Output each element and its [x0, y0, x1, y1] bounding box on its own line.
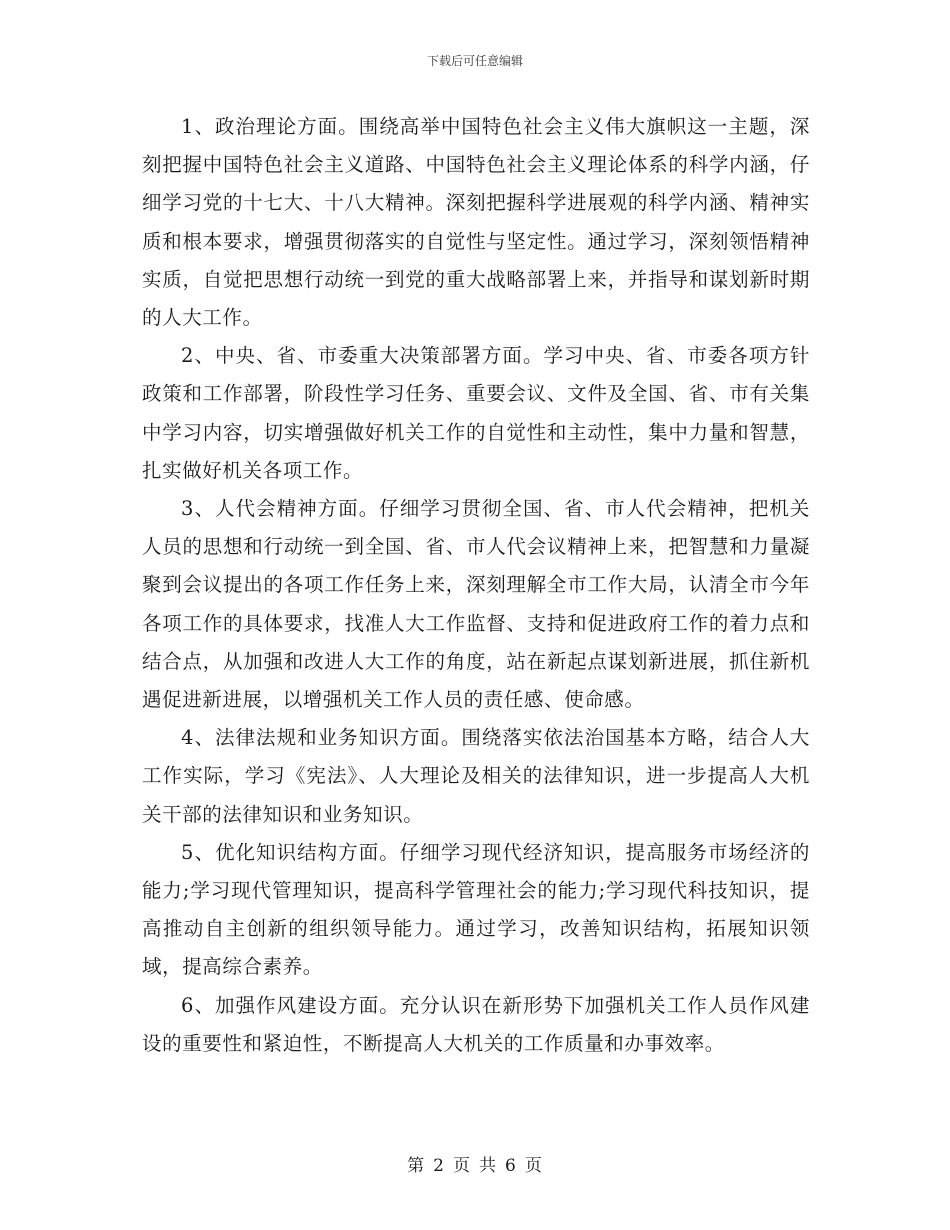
paragraph-knowledge-structure: 5、优化知识结构方面。仔细学习现代经济知识，提高服务市场经济的能力;学习现代管理知识，提高科学管理社会的能力;学习现代科技知识，提高推动自主创新的组织领导能力。通过学习，改善知识结构，拓展知识领域，提高综合素养。: [142, 840, 810, 979]
footer-suffix: 页: [524, 1156, 543, 1176]
paragraph-congress-spirit: 3、人代会精神方面。仔细学习贯彻全国、省、市人代会精神，把机关人员的思想和行动统一到全国、省、市人代会议精神上来，把智慧和力量凝聚到会议提出的各项工作任务上来，深刻理解全市工作大局，认清全市今年各项工作的具体要求，找准人大工作监督、支持和促进政府工作的着力点和结合点，从加强和改进人大工作的角度，站在新起点谋划新进展，抓住新机遇促进新进展，以增强机关工作人员的责任感、使命感。: [142, 497, 810, 712]
footer-total-word: 共: [479, 1156, 497, 1176]
paragraph-law-knowledge: 4、法律法规和业务知识方面。围绕落实依法治国基本方略，结合人大工作实际，学习《宪法》、人大理论及相关的法律知识，进一步提高人大机关干部的法律知识和业务知识。: [142, 726, 810, 826]
paragraph-central-decisions: 2、中央、省、市委重大决策部署方面。学习中央、省、市委各项方针政策和工作部署，阶段性学习任务、重要会议、文件及全国、省、市有关集中学习内容，切实增强做好机关工作的自觉性和主动性，集中力量和智慧，扎实做好机关各项工作。: [142, 344, 810, 482]
footer-prefix: 第: [407, 1156, 426, 1176]
paragraph-work-style: 6、加强作风建设方面。充分认识在新形势下加强机关工作人员作风建设的重要性和紧迫性，不断提高人大机关的工作质量和办事效率。: [142, 993, 810, 1055]
page-number-footer: [0, 1155, 950, 1177]
page-header-note: 下载后可任意编辑: [426, 54, 523, 68]
paragraph-political-theory: 1、政治理论方面。围绕高举中国特色社会主义伟大旗帜这一主题，深刻把握中国特色社会主义道路、中国特色社会主义理论体系的科学内涵，仔细学习党的十七大、十八大精神。深刻把握科学进展观的科学内涵、精神实质和根本要求，增强贯彻落实的自觉性与坚定性。通过学习，深刻领悟精神实质，自觉把思想行动统一到党的重大战略部署上来，并指导和谋划新时期的人大工作。: [142, 115, 810, 330]
document-body: [142, 108, 810, 1063]
footer-total-pages: 6: [505, 1156, 517, 1176]
footer-current-page: 2: [433, 1156, 445, 1176]
footer-page-word: 页: [453, 1156, 471, 1176]
